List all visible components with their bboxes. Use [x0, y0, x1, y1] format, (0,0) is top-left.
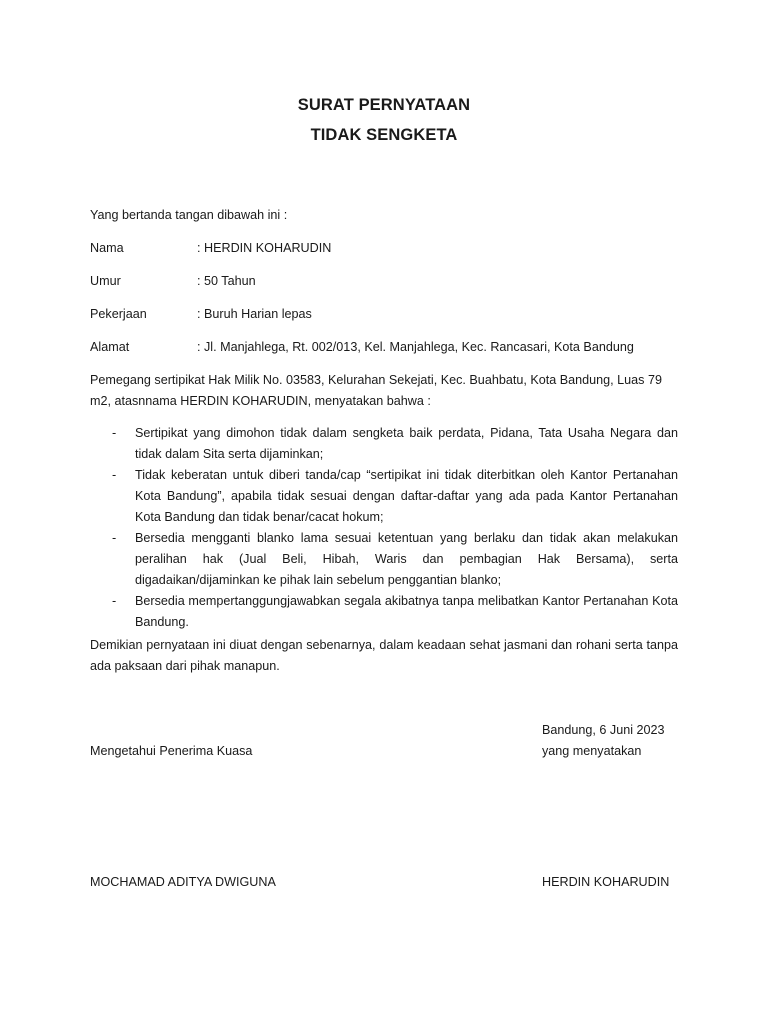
- closing-paragraph: Demikian pernyataan ini diuat dengan sebenarnya, dalam keadaan sehat jasmani dan rohani serta tanpa ada paksaan dari pihak manapun.: [90, 638, 678, 673]
- statement-text: Sertipikat yang dimohon tidak dalam sengketa baik perdata, Pidana, Tata Usaha Negara dan tidak dalam Sita serta dijaminkan;: [135, 426, 678, 461]
- statement-text: Bersedia mempertanggungjawabkan segala akibatnya tanpa melibatkan Kantor Pertanahan Kota Bandung.: [135, 594, 678, 629]
- statement-item: [90, 528, 678, 591]
- signature-declarant-name: HERDIN KOHARUDIN: [542, 875, 670, 889]
- document-title: SURAT PERNYATAAN: [297, 96, 471, 114]
- bullet-marker: -: [112, 468, 117, 482]
- document-subtitle: TIDAK SENGKETA: [310, 126, 458, 144]
- bullet-marker: -: [112, 594, 117, 608]
- statement-text: Tidak keberatan untuk diberi tanda/cap “sertipikat ini tidak diterbitkan oleh Kantor Pertanahan Kota Bandung”, apabila tidak sesuai dengan daftar-daftar yang ada pada Kantor Pertanahan Kota Bandung dan tidak benar/cacat hokum;: [135, 468, 678, 524]
- field-label-pekerjaan: Pekerjaan: [90, 307, 147, 321]
- field-label-nama: Nama: [90, 241, 124, 255]
- field-label-alamat: Alamat: [90, 340, 130, 354]
- field-label-umur: Umur: [90, 274, 121, 288]
- field-value-pekerjaan: : Buruh Harian lepas: [197, 307, 312, 321]
- intro-text: Yang bertanda tangan dibawah ini :: [90, 208, 288, 222]
- signature-witness-label: Mengetahui Penerima Kuasa: [90, 744, 253, 758]
- signature-witness-name: MOCHAMAD ADITYA DWIGUNA: [90, 875, 276, 889]
- statement-list: [90, 423, 678, 633]
- signature-declarant-label: yang menyatakan: [542, 744, 642, 758]
- signature-place-date: Bandung, 6 Juni 2023: [542, 723, 665, 737]
- statement-text: Bersedia mengganti blanko lama sesuai ketentuan yang berlaku dan tidak akan melakukan peralihan hak (Jual Beli, Hibah, Waris dan pembagian Hak Bersama), serta digadaikan/dijaminkan ke pihak lain sebelum penggantian blanko;: [135, 531, 678, 587]
- bullet-marker: -: [112, 531, 117, 545]
- holder-paragraph: Pemegang sertipikat Hak Milik No. 03583, Kelurahan Sekejati, Kec. Buahbatu, Kota Bandung, Luas 79 m2, atasnnama HERDIN KOHARUDIN, menyatakan bahwa :: [90, 373, 662, 408]
- field-value-nama: : HERDIN KOHARUDIN: [197, 241, 332, 255]
- bullet-marker: -: [112, 426, 117, 440]
- field-value-alamat: : Jl. Manjahlega, Rt. 002/013, Kel. Manjahlega, Kec. Rancasari, Kota Bandung: [197, 340, 634, 354]
- statement-item: [90, 423, 678, 465]
- statement-item: [90, 591, 678, 633]
- field-value-umur: : 50 Tahun: [197, 274, 256, 288]
- statement-item: [90, 465, 678, 528]
